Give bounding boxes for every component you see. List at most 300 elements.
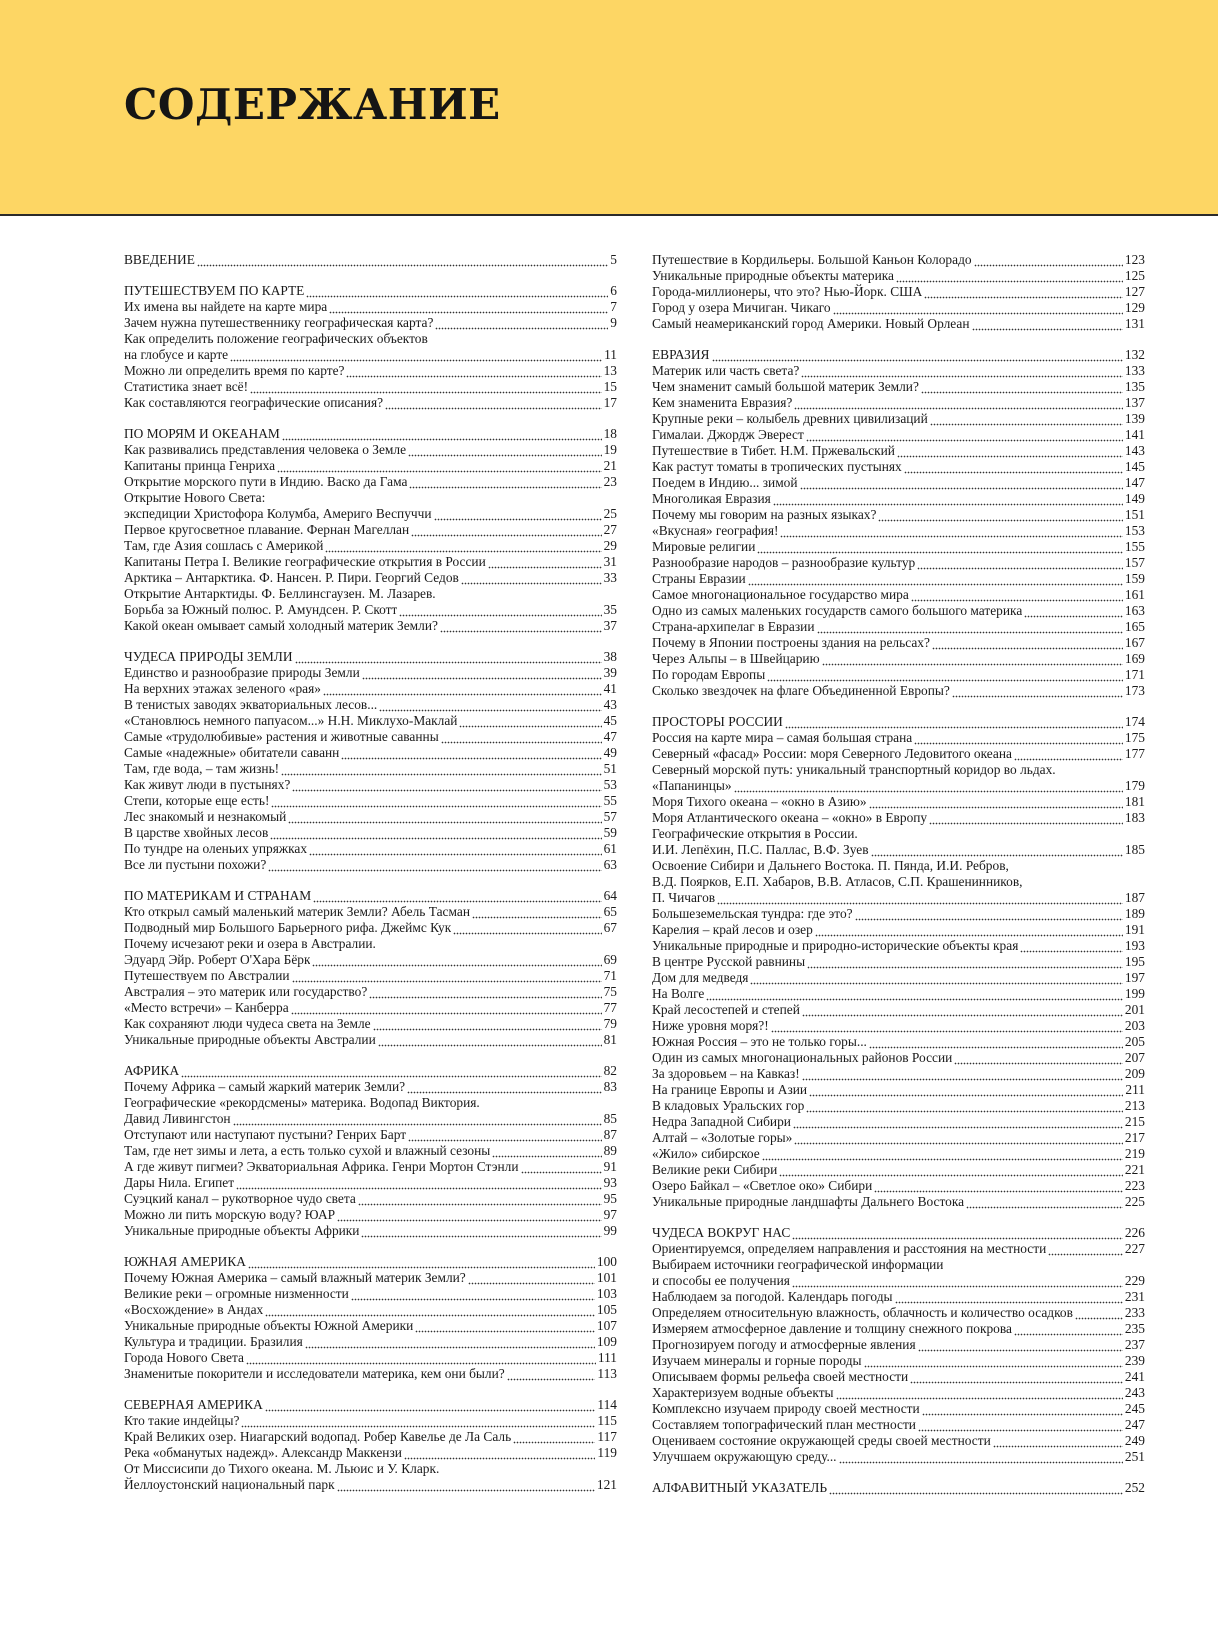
dot-leader [1014,746,1123,762]
toc-section-heading [124,649,617,665]
dot-leader [346,363,601,379]
toc-entry-title: На границе Европы и Азии [652,1082,808,1097]
toc-page-number: 121 [596,1477,617,1492]
toc-column-left [124,252,617,1493]
toc-entry [652,587,1145,603]
dot-leader [773,491,1123,507]
dot-leader [922,1401,1123,1417]
toc-page-number: 45 [603,713,617,728]
dot-leader [373,1016,602,1032]
toc-entry-title: Культура и традиции. Бразилия [124,1334,303,1349]
toc-page-number: 85 [603,1111,617,1126]
toc-page-number: 187 [1124,890,1145,905]
dot-leader [712,347,1123,363]
toc-entry-title: Кто такие индейцы? [124,1413,240,1428]
toc-page-number: 103 [596,1286,617,1301]
toc-entry-title: Составляем топографический план местности [652,1417,916,1432]
toc-entry [652,1385,1145,1401]
toc-page-number: 213 [1124,1098,1145,1113]
toc-entry-title: Капитаны принца Генриха [124,458,276,473]
toc-entry [124,936,617,952]
toc-entry [124,363,617,379]
toc-entry-title: Крупные реки – колыбель древних цивилизаций [652,411,928,426]
toc-section [124,888,617,1048]
toc-section-heading [124,426,617,442]
toc-page-number: 11 [604,347,617,362]
toc-entry-title: Как составляются географические описания? [124,395,384,410]
toc-page-number: 5 [610,252,617,267]
toc-page-number: 137 [1124,395,1145,410]
toc-entry [124,1429,617,1445]
toc-entry [652,938,1145,954]
toc-page-number: 105 [596,1302,617,1317]
toc-entry-title: Арктика – Антарктика. Ф. Нансен. Р. Пири. Георгий Седов [124,570,459,585]
toc-entry [124,1461,617,1477]
toc-entry-title: ПУТЕШЕСТВУЕМ ПО КАРТЕ [124,283,305,298]
toc-entry [124,522,617,538]
dot-leader [809,1082,1123,1098]
toc-page-number: 41 [603,681,617,696]
toc-page-number: 203 [1124,1018,1145,1033]
toc-entry [652,826,1145,842]
dot-leader [822,651,1123,667]
toc-page-number: 215 [1124,1114,1145,1129]
toc-page-number: 229 [1124,1273,1145,1288]
toc-entry [124,1413,617,1429]
toc-entry [124,1095,617,1111]
toc-entry-title: «Становлюсь немного папуасом...» Н.Н. Миклухо-Маклай [124,713,458,728]
toc-page-number: 227 [1124,1241,1145,1256]
dot-leader [281,761,601,777]
dot-leader [806,427,1123,443]
toc-page-number: 37 [603,618,617,633]
dot-leader [1014,1321,1123,1337]
toc-section [124,252,617,268]
toc-page-number: 141 [1124,427,1145,442]
dot-leader [277,458,601,474]
toc-page-number: 191 [1124,922,1145,937]
toc-entry-title: Самый неамериканский город Америки. Новый Орлеан [652,316,970,331]
toc-page-number: 139 [1124,411,1145,426]
toc-entry-title: Один из самых многонациональных районов России [652,1050,953,1065]
toc-entry [124,825,617,841]
dot-leader [794,395,1123,411]
toc-entry [652,683,1145,699]
toc-entry [124,602,617,618]
dot-leader [748,571,1123,587]
toc-entry-title: Там, где вода, – там жизнь! [124,761,280,776]
toc-section [124,283,617,411]
dot-leader [874,1178,1123,1194]
toc-section-heading [124,283,617,299]
toc-entry [124,554,617,570]
toc-page-number: 145 [1124,459,1145,474]
toc-entry-title: Самые «трудолюбивые» растения и животные саванны [124,729,439,744]
toc-entry-title: ПО МАТЕРИКАМ И СТРАНАМ [124,888,312,903]
toc-page-number: 82 [603,1063,617,1078]
toc-entry [124,1350,617,1366]
toc-page-number: 151 [1124,507,1145,522]
toc-entry [652,475,1145,491]
dot-leader [864,1353,1123,1369]
dot-leader [910,1369,1123,1385]
toc-entry [124,1127,617,1143]
toc-entry [124,442,617,458]
dot-leader [794,1130,1123,1146]
toc-entry-title: Знаменитые покорители и исследователи материка, кем они были? [124,1366,505,1381]
toc-entry [652,284,1145,300]
toc-entry-title: Географические открытия в России. [652,826,858,841]
toc-entry [652,1369,1145,1385]
toc-entry-title: И.И. Лепёхин, П.С. Паллас, В.Ф. Зуев [652,842,869,857]
dot-leader [921,379,1123,395]
toc-entry [652,539,1145,555]
dot-leader [734,778,1123,794]
toc-page-number: 205 [1124,1034,1145,1049]
dot-leader [358,1191,602,1207]
toc-entry-title: Почему мы говорим на разных языках? [652,507,877,522]
toc-page-number: 81 [603,1032,617,1047]
toc-entry [124,586,617,602]
toc-section [652,252,1145,332]
toc-entry-title: АФРИКА [124,1063,180,1078]
toc-entry [124,697,617,713]
toc-page-number: 119 [597,1445,617,1460]
toc-page-number: 75 [603,984,617,999]
toc-entry [124,777,617,793]
dot-leader [780,523,1122,539]
toc-entry [652,411,1145,427]
toc-entry-title: Суэцкий канал – рукотворное чудо света [124,1191,356,1206]
toc-entry [652,667,1145,683]
toc-page-number: 193 [1124,938,1145,953]
toc-page-number: 31 [603,554,617,569]
toc-entry [652,1130,1145,1146]
toc-entry-title: Единство и разнообразие природы Земли [124,665,360,680]
toc-entry-title: Уникальные природные объекты Южной Америки [124,1318,414,1333]
toc-entry [652,1337,1145,1353]
toc-page-number: 25 [603,506,617,521]
dot-leader [459,713,601,729]
toc-section-heading [124,888,617,904]
toc-entry-title: АЛФАВИТНЫЙ УКАЗАТЕЛЬ [652,1480,828,1495]
dot-leader [771,1018,1123,1034]
toc-entry-title: Комплексно изучаем природу своей местности [652,1401,920,1416]
toc-entry [124,1175,617,1191]
toc-entry [124,841,617,857]
toc-entry [124,1159,617,1175]
toc-entry [652,1433,1145,1449]
toc-entry [652,363,1145,379]
toc-entry-title: Почему Южная Америка – самый влажный материк Земли? [124,1270,466,1285]
dot-leader [911,587,1123,603]
toc-page-number: 83 [603,1079,617,1094]
toc-page-number: 109 [596,1334,617,1349]
toc-entry-title: Путешествие в Тибет. Н.М. Пржевальский [652,443,895,458]
toc-page-number: 209 [1124,1066,1145,1081]
toc-page-number: 123 [1124,252,1145,267]
dot-leader [230,347,602,363]
toc-entry-title: Как живут люди в пустынях? [124,777,291,792]
toc-entry-title: По городам Европы [652,667,766,682]
toc-entry-title: Кем знаменита Евразия? [652,395,793,410]
toc-entry [652,268,1145,284]
toc-entry [124,1334,617,1350]
dot-leader [312,952,601,968]
toc-entry-title: Борьба за Южный полюс. Р. Амундсен. Р. Скотт [124,602,398,617]
toc-entry-title: Определяем относительную влажность, облачность и количество осадков [652,1305,1073,1320]
dot-leader [793,1114,1123,1130]
dot-leader [492,1143,601,1159]
toc-entry [124,904,617,920]
dot-leader [265,1397,596,1413]
toc-entry-title: В кладовых Уральских гор [652,1098,805,1113]
toc-page-number: 55 [603,793,617,808]
toc-entry [124,968,617,984]
toc-page-number: 132 [1124,347,1145,362]
toc-entry [652,842,1145,858]
toc-entry-title: В царстве хвойных лесов [124,825,269,840]
toc-entry-title: ВВЕДЕНИЕ [124,252,195,267]
toc-page-number: 211 [1125,1082,1145,1097]
toc-page-number: 221 [1124,1162,1145,1177]
toc-entry [652,395,1145,411]
dot-leader [930,411,1123,427]
toc-entry-title: За здоровьем – на Кавказ! [652,1066,800,1081]
toc-entry [652,778,1145,794]
toc-page-number: 147 [1124,475,1145,490]
toc-page-number: 245 [1124,1401,1145,1416]
toc-page-number: 249 [1124,1433,1145,1448]
toc-page-number: 79 [603,1016,617,1031]
toc-entry [652,1289,1145,1305]
toc-entry [652,603,1145,619]
toc-entry-title: «Вкусная» география! [652,523,779,538]
toc-page-number: 226 [1124,1225,1145,1240]
toc-page-number: 157 [1124,555,1145,570]
toc-entry-title: Моря Атлантического океана – «окно» в Европу [652,810,928,825]
dot-leader [488,554,602,570]
toc-page-number: 47 [603,729,617,744]
dot-leader [472,904,602,920]
dot-leader [265,1302,595,1318]
dot-leader [807,954,1123,970]
toc-entry [124,1270,617,1286]
toc-entry-title: экспедиции Христофора Колумба, Америго Веспуччи [124,506,432,521]
toc-entry-title: Река «обманутых надежд». Александр Маккензи [124,1445,402,1460]
dot-leader [461,570,602,586]
toc-page-number: 169 [1124,651,1145,666]
toc-entry [124,1318,617,1334]
dot-leader [1020,938,1123,954]
toc-page-number: 161 [1124,587,1145,602]
dot-leader [305,1334,595,1350]
toc-entry [652,651,1145,667]
toc-entry [652,379,1145,395]
toc-entry [124,1302,617,1318]
toc-entry [124,665,617,681]
toc-entry-title: Как определить положение географических объектов [124,331,428,346]
toc-entry-title: Карелия – край лесов и озер [652,922,813,937]
dot-leader [246,1350,596,1366]
toc-entry-title: Все ли пустыни похожи? [124,857,267,872]
dot-leader [399,602,601,618]
dot-leader [993,1433,1123,1449]
toc-entry [124,1191,617,1207]
toc-entry-title: Как развивались представления человека о Земле [124,442,407,457]
toc-section [124,1254,617,1382]
dot-leader [233,1111,602,1127]
toc-entry-title: Открытие Антарктиды. Ф. Беллинсгаузен. М. Лазарев. [124,586,436,601]
toc-entry-title: ПРОСТОРЫ РОССИИ [652,714,783,729]
dot-leader [918,1337,1123,1353]
toc-entry [652,635,1145,651]
dot-leader [972,316,1123,332]
dot-leader [829,1480,1123,1496]
toc-entry-title: Путешествуем по Австралии [124,968,290,983]
toc-page-number: 64 [603,888,617,903]
toc-entry [124,745,617,761]
dot-leader [757,539,1123,555]
dot-leader [878,507,1122,523]
toc-page-number: 100 [596,1254,617,1269]
dot-leader [966,1194,1123,1210]
toc-section [652,1225,1145,1465]
toc-entry-title: Недра Западной Сибири [652,1114,791,1129]
toc-entry-title: Край лесостепей и степей [652,1002,800,1017]
toc-page-number: 185 [1124,842,1145,857]
toc-page-number: 18 [603,426,617,441]
toc-entry-title: СЕВЕРНАЯ АМЕРИКА [124,1397,263,1412]
toc-entry-title: Уникальные природные объекты Австралии [124,1032,376,1047]
toc-page-number: 117 [597,1429,617,1444]
toc-entry-title: Эдуард Эйр. Роберт О'Хара Бёрк [124,952,311,967]
toc-page-number: 167 [1124,635,1145,650]
dot-leader [802,1002,1123,1018]
dot-leader [250,379,602,395]
toc-entry [124,1079,617,1095]
toc-page-number: 115 [597,1413,617,1428]
toc-entry-title: Характеризуем водные объекты [652,1385,834,1400]
dot-leader [379,697,601,713]
toc-page-number: 252 [1124,1480,1145,1495]
toc-entry [652,1162,1145,1178]
toc-entry [652,1050,1145,1066]
toc-entry [124,570,617,586]
dot-leader [415,1318,595,1334]
toc-entry [652,1417,1145,1433]
toc-entry-title: Уникальные природные объекты материка [652,268,894,283]
toc-page-number: 149 [1124,491,1145,506]
toc-entry [652,1321,1145,1337]
toc-entry [652,1449,1145,1465]
toc-entry [124,1000,617,1016]
toc-page-number: 189 [1124,906,1145,921]
toc-entry-title: А где живут пигмеи? Экваториальная Африка. Генри Мортон Стэнли [124,1159,519,1174]
toc-entry [652,906,1145,922]
toc-entry [124,1111,617,1127]
dot-leader [785,714,1123,730]
toc-page-number: 99 [603,1223,617,1238]
toc-entry-title: Как растут томаты в тропических пустынях [652,459,902,474]
dot-leader [917,555,1123,571]
dot-leader [282,426,602,442]
toc-entry-title: Россия на карте мира – самая большая страна [652,730,913,745]
toc-entry [124,857,617,873]
dot-leader [408,1127,602,1143]
toc-page-number: 97 [603,1207,617,1222]
toc-entry [124,474,617,490]
dot-leader [792,1273,1123,1289]
dot-leader [325,538,601,554]
dot-leader [952,683,1123,699]
toc-page-number: 61 [603,841,617,856]
toc-entry [652,427,1145,443]
toc-page-number: 69 [603,952,617,967]
dot-leader [288,809,601,825]
toc-entry [652,730,1145,746]
toc-entry-title: Уникальные природные и природно-исторические объекты края [652,938,1019,953]
toc-section [124,426,617,634]
toc-entry [124,713,617,729]
dot-leader [362,665,602,681]
toc-entry-title: Как сохраняют люди чудеса света на Земле [124,1016,371,1031]
toc-page-number: 177 [1124,746,1145,761]
toc-entry [124,1366,617,1382]
toc-entry [652,571,1145,587]
toc-entry-title: Город у озера Мичиган. Чикаго [652,300,831,315]
toc-page-number: 183 [1124,810,1145,825]
toc-entry [652,1273,1145,1289]
dot-leader [513,1429,595,1445]
dot-leader [341,745,601,761]
toc-entry-title: ЧУДЕСА ВОКРУГ НАС [652,1225,791,1240]
toc-page-number: 153 [1124,523,1145,538]
toc-entry [124,1223,617,1239]
toc-page-number: 129 [1124,300,1145,315]
dot-leader [1048,1241,1123,1257]
toc-entry-title: Мировые религии [652,539,756,554]
toc-page-number: 39 [603,665,617,680]
toc-page-number: 163 [1124,603,1145,618]
toc-entry-title: Статистика знает всё! [124,379,249,394]
toc-entry [124,395,617,411]
toc-entry [124,1032,617,1048]
toc-page-number: 59 [603,825,617,840]
toc-entry [652,810,1145,826]
toc-entry [124,920,617,936]
toc-entry-title: В.Д. Поярков, Е.П. Хабаров, В.В. Атласов, С.П. Крашенинников, [652,874,1023,889]
toc-entry-title: Материк или часть света? [652,363,800,378]
toc-entry [652,1002,1145,1018]
dot-leader [521,1159,602,1175]
toc-entry-title: Их имена вы найдете на карте мира [124,299,328,314]
toc-page-number: 181 [1124,794,1145,809]
toc-page-number: 143 [1124,443,1145,458]
dot-leader [896,268,1123,284]
dot-leader [468,1270,595,1286]
toc-entry-title: Прогнозируем погоду и атмосферные явления [652,1337,916,1352]
toc-page-number: 63 [603,857,617,872]
toc-page-number: 57 [603,809,617,824]
toc-page-number: 131 [1124,316,1145,331]
toc-entry [124,1286,617,1302]
toc-entry-title: Описываем формы рельефа своей местности [652,1369,909,1384]
toc-column-right [652,252,1145,1496]
toc-entry-title: «Восхождение» в Андах [124,1302,264,1317]
toc-section [124,649,617,873]
toc-entry-title: Дары Нила. Египет [124,1175,235,1190]
